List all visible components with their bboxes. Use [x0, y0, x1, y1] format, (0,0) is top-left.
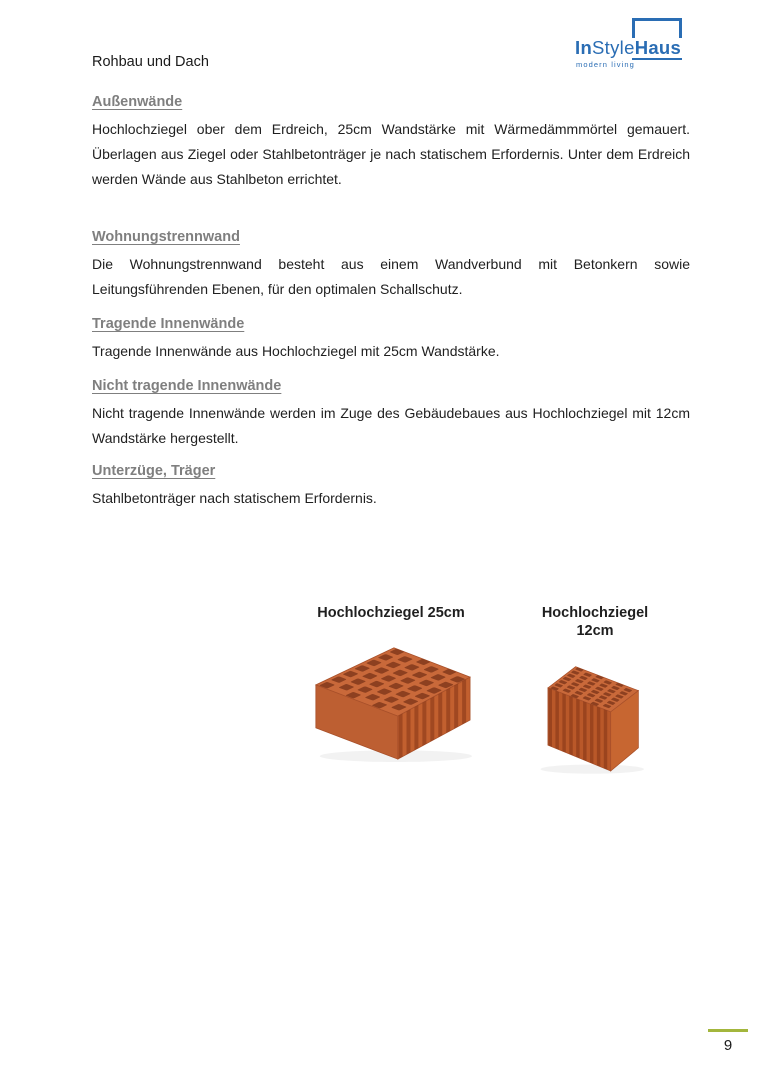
body-line: Stahlbetonträger nach statischem Erfordernis.	[92, 490, 377, 506]
body-line: werden Wände aus Stahlbeton errichtet.	[92, 171, 342, 187]
section-paragraph	[92, 486, 690, 511]
body-line: Nicht tragende Innenwände werden im Zuge des Gebäudebaues aus Hochlochziegel mit 12cm	[92, 405, 690, 421]
figure-caption: Hochlochziegel 12cm	[541, 605, 649, 639]
brick-figures-row	[300, 604, 690, 775]
page-title: Rohbau und Dach	[92, 54, 209, 70]
figure-hochlochziegel-25cm	[300, 604, 482, 775]
page-number: 9	[723, 1037, 733, 1054]
section-heading-wohnungstrennwand: Wohnungstrennwand	[92, 229, 240, 245]
section-paragraph	[92, 252, 690, 302]
page-footer	[708, 1029, 748, 1054]
instylehaus-logo	[575, 16, 695, 70]
logo-word-style: Style	[592, 37, 635, 58]
footer-accent-line	[708, 1029, 748, 1032]
section-heading-tragende-innenwaende: Tragende Innenwände	[92, 316, 245, 332]
body-line: Wandstärke hergestellt.	[92, 430, 239, 446]
body-line: Tragende Innenwände aus Hochlochziegel mit 25cm Wandstärke.	[92, 343, 500, 359]
body-line: Überlagen aus Ziegel oder Stahlbetonträger je nach statischem Erfordernis. Unter dem Erdreich	[92, 146, 690, 162]
logo-tagline: modern living	[576, 60, 635, 69]
figure-hochlochziegel-12cm	[524, 604, 666, 775]
section-paragraph	[92, 117, 690, 192]
hollow-clay-brick-25cm-image	[308, 640, 474, 763]
section-paragraph	[92, 339, 690, 364]
body-line: Die Wohnungstrennwand besteht aus einem Wandverbund mit Betonkern sowie	[92, 256, 690, 272]
hollow-clay-brick-12cm-image	[535, 658, 655, 775]
section-heading-aussenwaende: Außenwände	[92, 94, 183, 110]
logo-wordmark	[575, 38, 684, 58]
logo-word-in: In	[575, 37, 593, 58]
logo-word-haus: Haus	[634, 37, 682, 58]
section-heading-nicht-tragende-innenwaende: Nicht tragende Innenwände	[92, 378, 282, 394]
section-heading-unterzuege-traeger: Unterzüge, Träger	[92, 463, 216, 479]
body-line: Leitungsführenden Ebenen, für den optimalen Schallschutz.	[92, 281, 463, 297]
section-paragraph	[92, 401, 690, 451]
body-line: Hochlochziegel ober dem Erdreich, 25cm Wandstärke mit Wärmedämmmörtel gemauert.	[92, 121, 690, 137]
figure-caption: Hochlochziegel 25cm	[317, 605, 465, 621]
